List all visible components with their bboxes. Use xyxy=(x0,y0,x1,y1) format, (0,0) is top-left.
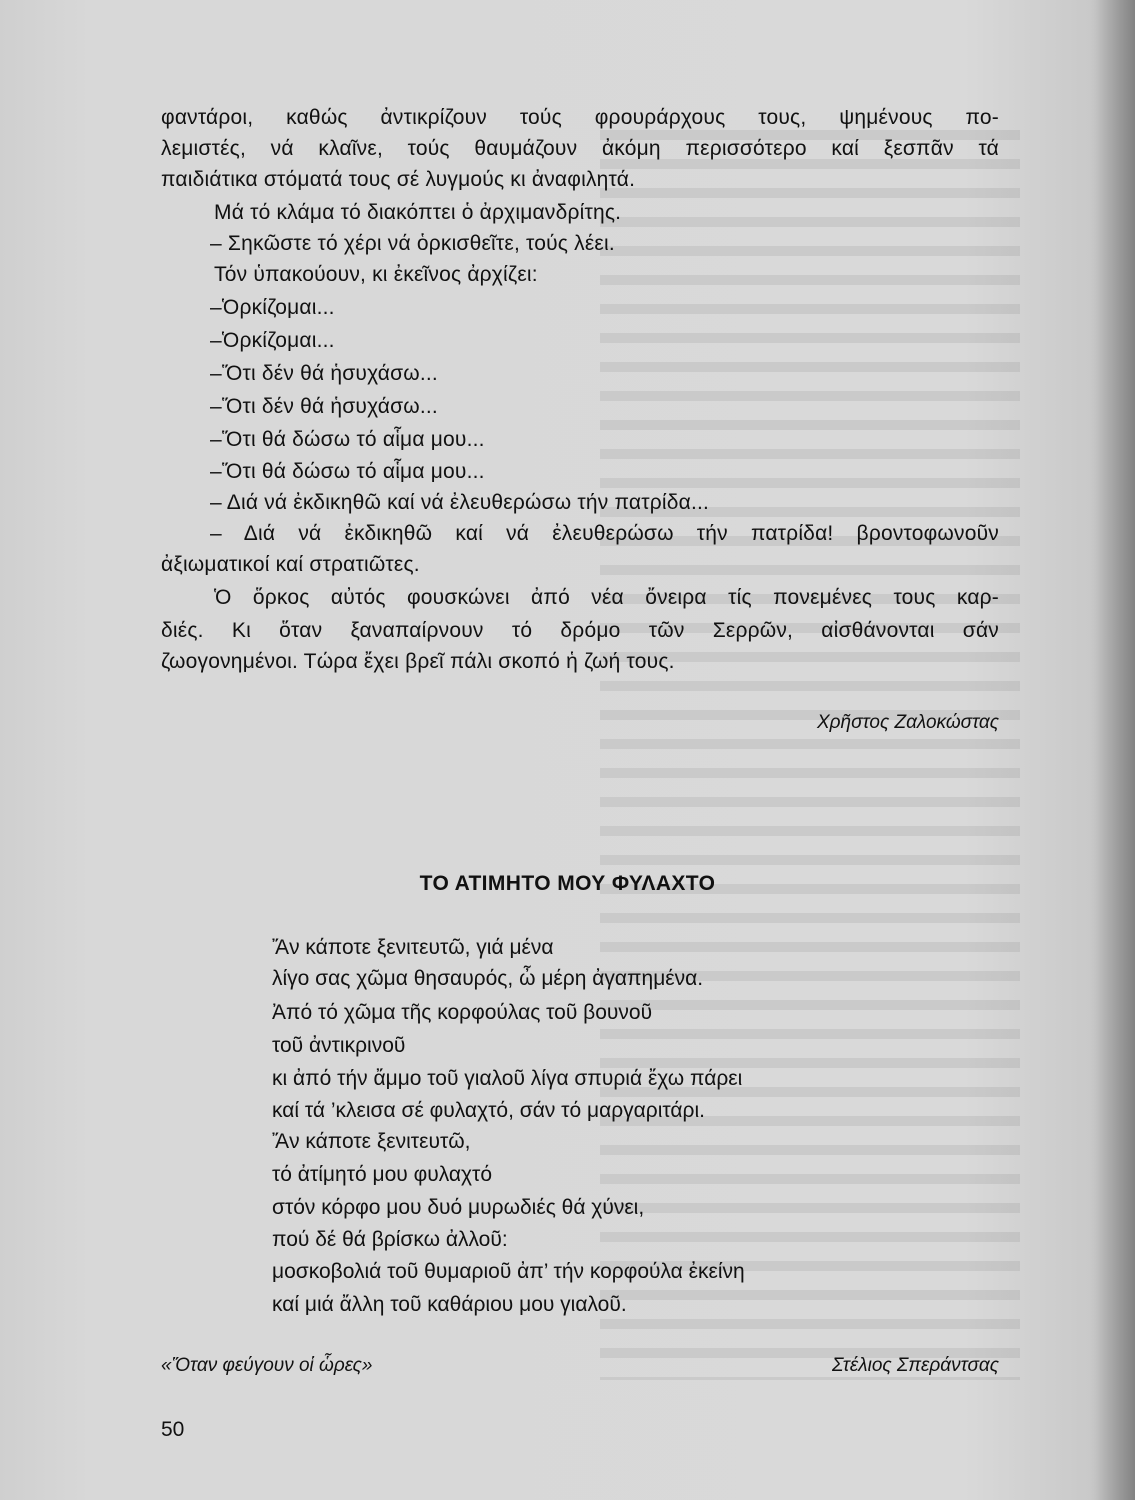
oath-line: –Ὅτι δέν θά ἡσυχάσω... xyxy=(210,362,438,385)
prose-line: ζωογονημένοι. Τώρα ἔχει βρεῖ πάλι σκοπό ἡ ζωή τους. xyxy=(161,650,675,673)
prose-line: Τόν ὑπακούουν, κι ἐκεῖνος ἀρχίζει: xyxy=(214,263,538,286)
prose-line: λεμιστές, νά κλαῖνε, τούς θαυμάζουν ἀκόμη περισσότερο καί ξεσπᾶν τά xyxy=(161,137,999,160)
poem-line: τό ἀτίμητό μου φυλαχτό xyxy=(272,1163,493,1186)
oath-line: –Ὅτι δέν θά ἡσυχάσω... xyxy=(210,395,438,418)
poem-source: «Ὅταν φεύγουν οἱ ὧρες» xyxy=(161,1355,373,1376)
oath-line: – Διά νά ἐκδικηθῶ καί νά ἐλευθερώσω τήν πατρίδα... xyxy=(210,491,710,514)
prose-line: Μά τό κλάμα τό διακόπτει ὁ ἀρχιμανδρίτης. xyxy=(214,201,622,224)
page-number: 50 xyxy=(161,1418,185,1441)
dialogue-line: – Σηκῶστε τό χέρι νά ὁρκισθεῖτε, τούς λέει. xyxy=(210,232,615,255)
oath-line: –Ὁρκίζομαι... xyxy=(210,296,335,319)
prose-line: διές. Κι ὅταν ξαναπαίρνουν τό δρόμο τῶν Σερρῶν, αἰσθάνονται σάν xyxy=(161,619,999,642)
show-through-text xyxy=(600,130,1020,1380)
prose-line: Ὁ ὅρκος αὐτός φουσκώνει ἀπό νέα ὄνειρα τίς πονεμένες τους καρ- xyxy=(214,586,999,609)
prose-line: παιδιάτικα στόματά τους σέ λυγμούς κι ἀναφιλητά. xyxy=(161,168,636,191)
poem-title: ΤΟ ΑΤΙΜΗΤΟ ΜΟΥ ΦΥΛΑΧΤΟ xyxy=(419,872,716,895)
poem-line: Ἄν κάποτε ξενιτευτῶ, xyxy=(272,1130,471,1153)
poem-line: Ἀπό τό χῶμα τῆς κορφούλας τοῦ βουνοῦ xyxy=(272,1001,653,1024)
prose-author: Χρῆστος Ζαλοκώστας xyxy=(816,712,999,733)
poem-line: μοσκοβολιά τοῦ θυμαριοῦ ἀπ’ τήν κορφούλα ἐκείνη xyxy=(272,1260,745,1283)
poem-line: τοῦ ἀντικρινοῦ xyxy=(272,1034,406,1057)
poem-author: Στέλιος Σπεράντσας xyxy=(832,1355,999,1376)
poem-line: πού δέ θά βρίσκω ἀλλοῦ: xyxy=(272,1228,508,1251)
poem-line: κι ἀπό τήν ἄμμο τοῦ γιαλοῦ λίγα σπυριά ἔχω πάρει xyxy=(272,1067,743,1090)
prose-line: φαντάροι, καθώς ἀντικρίζουν τούς φρουράρχους τους, ψημένους πο- xyxy=(161,106,999,129)
oath-line: – Διά νά ἐκδικηθῶ καί νά ἐλευθερώσω τήν πατρίδα! βροντοφωνοῦν xyxy=(210,522,999,545)
oath-line: –Ὁρκίζομαι... xyxy=(210,329,335,352)
oath-line: –Ὅτι θά δώσω τό αἷμα μου... xyxy=(210,460,485,483)
prose-line: ἀξιωματικοί καί στρατιῶτες. xyxy=(161,553,420,576)
poem-line: λίγο σας χῶμα θησαυρός, ὦ μέρη ἀγαπημένα. xyxy=(272,967,704,990)
poem-line: Ἄν κάποτε ξενιτευτῶ, γιά μένα xyxy=(272,936,554,959)
poem-line: καί μιά ἄλλη τοῦ καθάριου μου γιαλοῦ. xyxy=(272,1293,627,1316)
poem-line: καί τά ’κλεισα σέ φυλαχτό, σάν τό μαργαριτάρι. xyxy=(272,1099,706,1122)
oath-line: –Ὅτι θά δώσω τό αἷμα μου... xyxy=(210,428,485,451)
page-edge-shadow xyxy=(1095,0,1135,1500)
poem-line: στόν κόρφο μου δυό μυρωδιές θά χύνει, xyxy=(272,1196,645,1219)
